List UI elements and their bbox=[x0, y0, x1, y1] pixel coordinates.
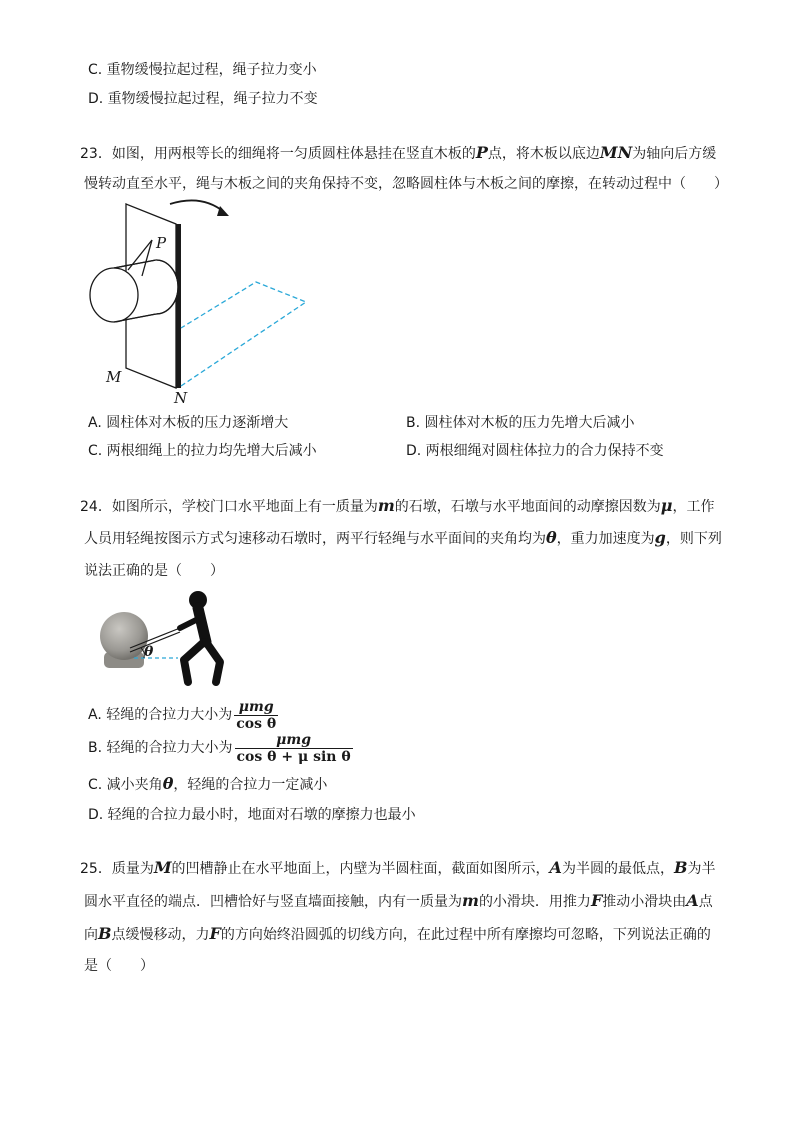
q24-option-b: B. 轻绳的合拉力大小为 $\frac{\text{μmg}}{\text{cos θ + μ sin θ}}$ bbox=[88, 731, 351, 765]
label-n: N bbox=[174, 389, 188, 406]
q25-stem-line4: 是（ ） bbox=[84, 958, 154, 974]
q25-number: 25． bbox=[80, 861, 112, 877]
q24-figure-stone-worker bbox=[94, 586, 230, 692]
q23-option-c: C. 两根细绳上的拉力均先增大后减小 bbox=[88, 443, 317, 459]
q25-stem-line2: 圆水平直径的端点．凹槽恰好与竖直墙面接触，内有一质量为m的小滑块．用推力F推动小滑块由A点 bbox=[84, 891, 713, 910]
q23-option-b: B. 圆柱体对木板的压力先增大后减小 bbox=[406, 415, 635, 431]
q23-figure-board-cylinder bbox=[84, 196, 324, 406]
var-mu: μ bbox=[660, 496, 673, 515]
label-m: M bbox=[106, 368, 122, 386]
var-g: g bbox=[654, 528, 666, 547]
q23-stem-line2: 慢转动直至水平，绳与木板之间的夹角保持不变，忽略圆柱体与木板之间的摩擦，在转动过程中（ ） bbox=[84, 176, 728, 192]
q24-option-a-fraction: $\frac{\text{μmg}}{\text{cos θ}}$ bbox=[236, 698, 277, 732]
q24-option-a: A. 轻绳的合拉力大小为 $\frac{\text{μmg}}{\text{cos θ}}$ bbox=[88, 698, 277, 732]
var-mn: MN bbox=[599, 143, 633, 162]
q23-number: 23． bbox=[80, 146, 112, 162]
q24-stem-line2: 人员用轻绳按图示方式匀速移动石墩时，两平行轻绳与水平面间的夹角均为θ，重力加速度为g，则下列 bbox=[84, 528, 722, 547]
q23-option-d: D. 两根细绳对圆柱体拉力的合力保持不变 bbox=[406, 443, 664, 459]
q25-stem-line1: 25．质量为M的凹槽静止在水平地面上，内壁为半圆柱面，截面如图所示，A为半圆的最低点，B为半 bbox=[80, 858, 716, 877]
q23-option-a: A. 圆柱体对木板的压力逐渐增大 bbox=[88, 415, 289, 431]
q23-stem-line1: 23．如图，用两根等长的细绳将一匀质圆柱体悬挂在竖直木板的P点，将木板以底边MN为轴向后方缓 bbox=[80, 143, 717, 162]
q22-option-c: C. 重物缓慢拉起过程，绳子拉力变小 bbox=[88, 62, 317, 78]
q24-option-c: C. 减小夹角θ，轻绳的合拉力一定减小 bbox=[88, 774, 328, 793]
var-theta: θ bbox=[546, 528, 557, 547]
label-theta: θ bbox=[144, 644, 154, 660]
q24-option-b-fraction: $\frac{\text{μmg}}{\text{cos θ + μ sin θ}}$ bbox=[236, 731, 351, 765]
q24-stem-line1: 24．如图所示，学校门口水平地面上有一质量为m的石墩，石墩与水平地面间的动摩擦因数为μ，工作 bbox=[80, 496, 715, 515]
q25-stem-line3: 向B点缓慢移动，力F的方向始终沿圆弧的切线方向，在此过程中所有摩擦均可忽略，下列说法正确的 bbox=[84, 924, 711, 943]
q22-option-d: D. 重物缓慢拉起过程，绳子拉力不变 bbox=[88, 91, 318, 107]
var-m: m bbox=[377, 496, 395, 515]
var-p: P bbox=[475, 143, 488, 162]
label-p: P bbox=[156, 234, 167, 252]
q24-stem-line3: 说法正确的是（ ） bbox=[84, 563, 224, 579]
q24-option-d: D. 轻绳的合拉力最小时，地面对石墩的摩擦力也最小 bbox=[88, 807, 416, 823]
q24-number: 24． bbox=[80, 499, 112, 515]
